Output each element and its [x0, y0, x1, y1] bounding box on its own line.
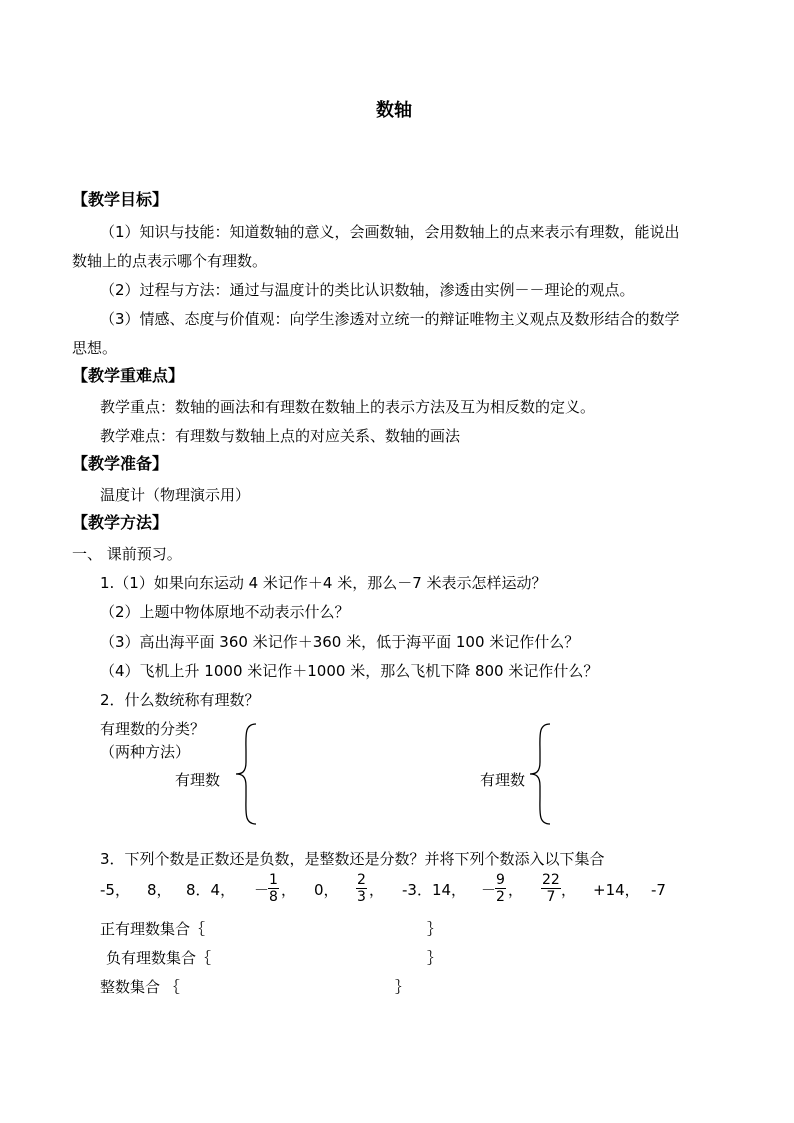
integer-set-label: 整数集合 ｛	[100, 978, 180, 996]
keypoints-difficulty: 教学难点：有理数与数轴上点的对应关系、数轴的画法	[100, 427, 461, 445]
goals-item2: （2）过程与方法：通过与温度计的类比认识数轴，渗透由实例－－理论的观点。	[100, 281, 635, 299]
number-n2: 8，	[147, 881, 172, 899]
rational-left-label: 有理数	[175, 771, 221, 789]
fraction-4-denominator: 7	[541, 888, 561, 905]
keypoints-focus: 教学重点：数轴的画法和有理数在数轴上的表示方法及互为相反数的定义。	[100, 398, 596, 416]
keypoints-heading: 【教学重难点】	[72, 366, 185, 385]
positive-set-label: 正有理数集合｛	[100, 920, 206, 938]
question-1-2: （2）上题中物体原地不动表示什么？	[100, 603, 350, 621]
page-title: 数轴	[376, 100, 412, 121]
fraction3-sign: －	[481, 881, 497, 899]
fraction-1-denominator: 8	[269, 889, 278, 905]
two-ways-label: （两种方法）	[100, 743, 191, 761]
fraction1-sign: －	[254, 881, 270, 899]
fraction-3-denominator: 2	[496, 889, 505, 905]
fraction-1-numerator: 1	[269, 872, 278, 888]
number-n5: -3．14，	[402, 881, 467, 899]
fraction-3-numerator: 9	[496, 872, 505, 888]
number-n6: +14，	[593, 881, 640, 899]
fraction-2-numerator: 2	[357, 872, 366, 888]
goals-item3-line1: （3）情感、态度与价值观：向学生渗透对立统一的辩证唯物主义观点及数形结合的数学	[100, 310, 680, 328]
fraction2-comma: ，	[369, 881, 385, 899]
number-n7: -7	[651, 881, 666, 899]
left-curly-brace-icon	[232, 722, 262, 826]
fraction-3	[495, 872, 506, 905]
question-2: 2．什么数统称有理数？	[100, 691, 260, 709]
fraction1-comma: ，	[281, 881, 297, 899]
goals-item1-line1: （1）知识与技能：知道数轴的意义，会画数轴，会用数轴上的点来表示有理数，能说出	[100, 223, 680, 241]
goals-item1-line2: 数轴上的点表示哪个有理数。	[72, 252, 268, 270]
fraction-4-numerator: 22	[542, 872, 560, 888]
number-n1: -5，	[100, 881, 130, 899]
method-heading: 【教学方法】	[72, 513, 169, 532]
question-1-1: 1.（1）如果向东运动 4 米记作＋4 米，那么－7 米表示怎样运动？	[100, 574, 547, 592]
question-1-4: （4）飞机上升 1000 米记作＋1000 米，那么飞机下降 800 米记作什么？	[100, 662, 599, 680]
fraction-2	[356, 872, 367, 905]
goals-heading: 【教学目标】	[72, 190, 169, 209]
negative-set-close: ｝	[427, 949, 443, 967]
fraction-2-denominator: 3	[357, 889, 366, 905]
number-n4: 0，	[314, 881, 339, 899]
positive-set-close: ｝	[427, 920, 443, 938]
fraction-1	[268, 872, 279, 905]
question-1-3: （3）高出海平面 360 米记作＋360 米，低于海平面 100 米记作什么？	[100, 633, 580, 651]
classify-label: 有理数的分类？	[100, 720, 206, 738]
prep-heading: 【教学准备】	[72, 454, 169, 473]
negative-set-label: 负有理数集合｛	[106, 949, 212, 967]
method-step1: 一、 课前预习。	[72, 545, 182, 563]
number-n3: 8．4，	[186, 881, 236, 899]
rational-right-label: 有理数	[480, 771, 526, 789]
integer-set-close: ｝	[395, 978, 411, 996]
goals-item3-line2: 思想。	[72, 339, 118, 357]
question-3: 3．下列个数是正数还是负数，是整数还是分数？并将下列个数添入以下集合	[100, 850, 605, 868]
left-curly-brace-icon-2	[526, 722, 556, 826]
prep-text: 温度计（物理演示用）	[100, 486, 251, 504]
fraction4-comma: ，	[561, 881, 577, 899]
fraction3-comma: ，	[508, 881, 524, 899]
fraction-4	[541, 872, 561, 905]
